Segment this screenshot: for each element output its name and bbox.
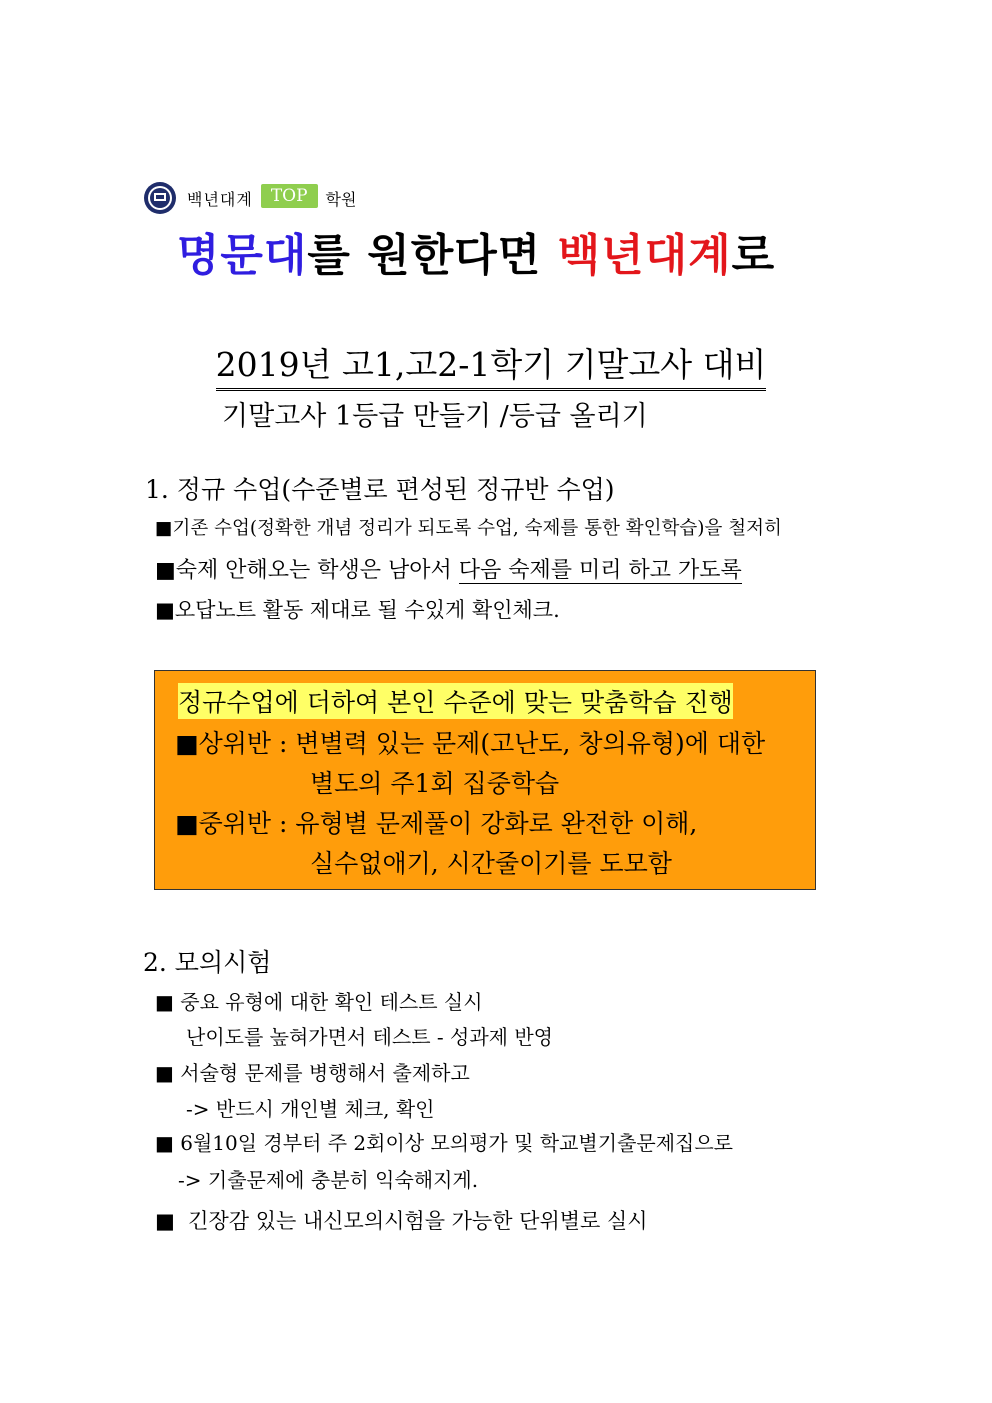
- slogan-part-4: 로: [731, 230, 776, 281]
- section-2-bullet-3-cont: -> 기출문제에 충분히 익숙해지게.: [178, 1168, 479, 1192]
- bullet-text: 서술형 문제를 병행해서 출제하고: [173, 1061, 470, 1085]
- section-2-bullet-1-cont: 난이도를 높혀가면서 테스트 - 성과제 반영: [186, 1025, 553, 1049]
- page-title: [0, 339, 982, 391]
- bullet-text: 오답노트 활동 제대로 될 수있게 확인체크.: [174, 598, 560, 622]
- section-1-bullet-3: [155, 594, 560, 624]
- box-heading: 정규수업에 더하여 본인 수준에 맞는 맞춤학습 진행: [178, 683, 733, 719]
- bullet-square-icon: ■: [155, 1209, 175, 1233]
- bullet-square-icon: ■: [155, 518, 173, 539]
- bullet-square-icon: ■: [175, 729, 199, 758]
- slogan-part-1: 명문대: [176, 230, 308, 281]
- box-line-upper-class: [175, 724, 765, 760]
- box-line-text: 상위반 : 변별력 있는 문제(고난도, 창의유형)에 대한: [198, 729, 766, 758]
- section-2-heading: 2. 모의시험: [143, 948, 272, 977]
- section-2-bullet-1: [155, 986, 483, 1015]
- bullet-square-icon: ■: [155, 990, 174, 1014]
- box-line-upper-class-cont: 별도의 주1회 집중학습: [310, 769, 560, 798]
- bullet-square-icon: ■: [155, 1061, 174, 1085]
- bullet-square-icon: ■: [155, 558, 176, 583]
- bullet-square-icon: ■: [175, 809, 199, 838]
- box-line-text: 중위반 : 유형별 문제풀이 강화로 완전한 이해,: [198, 809, 698, 838]
- brand-header: [143, 178, 356, 218]
- bullet-text: 긴장감 있는 내신모의시험을 가능한 단위별로 실시: [174, 1209, 648, 1233]
- section-1-bullet-1: [155, 514, 782, 540]
- section-2-bullet-3: [155, 1127, 733, 1156]
- page-subtitle: 기말고사 1등급 만들기 /등급 올리기: [222, 401, 648, 432]
- bullet-underlined-text: 다음 숙제를 미리 하고 가도록: [458, 558, 742, 583]
- section-2-bullet-2-cont: -> 반드시 개인별 체크, 확인: [186, 1097, 435, 1121]
- bullet-text: 6월10일 경부터 주 2회이상 모의평가 및 학교별기출문제집으로: [173, 1131, 733, 1155]
- brand-top-badge: TOP: [261, 184, 318, 208]
- slogan-part-3: 백년대계: [557, 230, 732, 281]
- box-line-middle-class-cont: 실수없애기, 시간줄이기를 도모함: [310, 849, 672, 878]
- page-title-text: 2019년 고1,고2-1학기 기말고사 대비: [216, 339, 767, 391]
- section-2-bullet-4: [155, 1205, 648, 1235]
- bullet-text: 기존 수업(정확한 개념 정리가 되도록 수업, 숙제를 통한 확인학습)을 철저히: [172, 518, 782, 539]
- brand-suffix: 학원: [325, 189, 357, 209]
- bullet-text: 중요 유형에 대한 확인 테스트 실시: [173, 990, 483, 1014]
- bullet-square-icon: ■: [155, 598, 175, 622]
- section-2-bullet-2: [155, 1057, 470, 1086]
- box-line-middle-class: [175, 804, 697, 840]
- slogan: [0, 219, 952, 283]
- section-1-heading: 1. 정규 수업(수준별로 편성된 정규반 수업): [145, 475, 615, 504]
- slogan-part-2: 를 원한다면: [307, 230, 558, 281]
- academy-seal-logo: [143, 181, 177, 215]
- bullet-text: 숙제 안해오는 학생은 남아서: [175, 558, 459, 583]
- section-1-bullet-2: [155, 553, 742, 584]
- brand-name: 백년대계: [187, 189, 253, 209]
- bullet-square-icon: ■: [155, 1131, 174, 1155]
